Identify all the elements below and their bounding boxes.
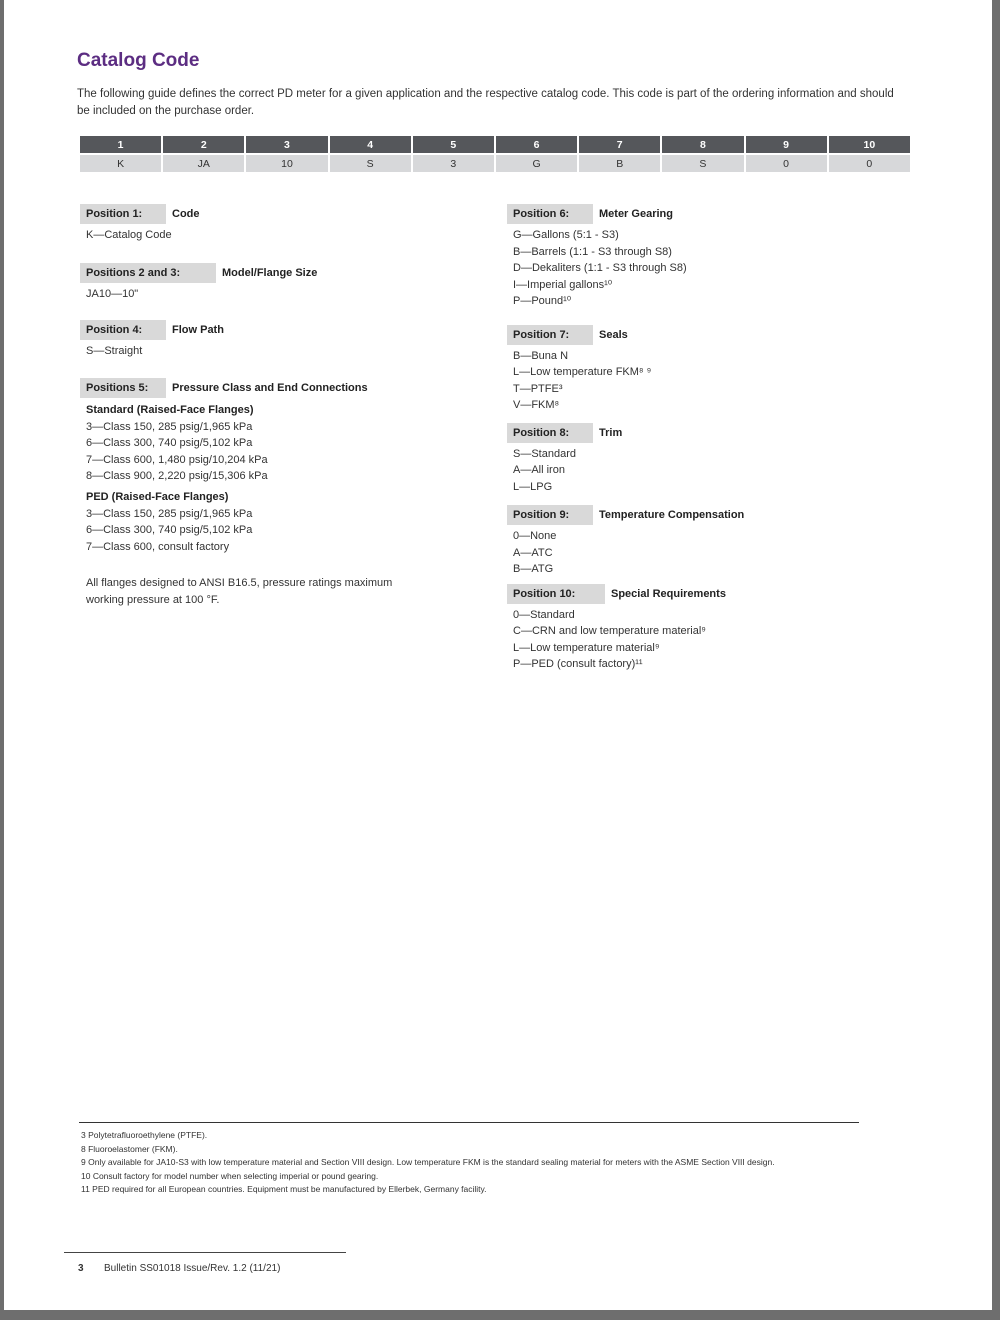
position-title: Pressure Class and End Connections [172,381,368,394]
position-cell: 1 [80,136,161,153]
position-title: Temperature Compensation [599,509,745,521]
position-cell: 6 [496,136,577,153]
position-label: Position 6: [507,204,593,224]
position-cell: 4 [330,136,411,153]
position-5-section [80,378,480,609]
list-item: 7—Class 600, consult factory [86,540,230,553]
page-footer [78,1263,280,1274]
position-cell: 3 [246,136,327,153]
position-cell: 10 [829,136,910,153]
position-cell: 9 [746,136,827,153]
code-cell: 10 [246,155,327,172]
position-title: Code [172,208,200,220]
list-item: B—ATG [513,563,554,575]
code-cell: 3 [413,155,494,172]
code-cell: JA [163,155,244,172]
position-10-heading [507,584,907,604]
position-cell: 2 [163,136,244,153]
footnotes [79,1122,859,1197]
position-10-section [507,584,907,673]
position-cell: 5 [413,136,494,153]
position-title: Seals [599,328,628,341]
position-label: Position 8: [507,423,593,443]
code-cell: 0 [829,155,910,172]
code-cell: B [579,155,660,172]
list-item: L—Low temperature FKM⁸ ⁹ [513,366,652,378]
position-cell: 7 [579,136,660,153]
position-4-heading [80,320,480,340]
catalog-code-table [78,134,912,174]
ped-subheading: PED (Raised-Face Flanges) [86,490,229,503]
position-2-3-heading [80,263,480,283]
position-label: Position 1: [80,204,166,224]
position-label: Position 4: [80,320,166,340]
position-7-section [507,325,907,414]
list-item: P—Pound¹⁰ [513,295,572,307]
flange-note: All flanges designed to ANSI B16.5, pressure ratings maximum working pressure at 100 °F. [86,577,393,606]
list-item: A—All iron [513,464,565,476]
position-number-row [80,136,910,153]
list-item: V—FKM⁸ [513,399,560,411]
position-label: Position 10: [507,584,605,604]
list-item: A—ATC [513,546,553,559]
position-title: Trim [599,426,623,439]
position-title: Special Requirements [611,587,726,600]
list-item: 0—Standard [513,608,575,621]
bulletin-reference: Bulletin SS01018 Issue/Rev. 1.2 (11/21) [104,1263,281,1274]
list-item: I—Imperial gallons¹⁰ [513,278,613,291]
footer-divider [64,1252,346,1253]
list-item: 6—Class 300, 740 psig/5,102 kPa [86,524,253,536]
list-item: 7—Class 600, 1,480 psig/10,204 kPa [86,453,268,466]
list-item: 3—Class 150, 285 psig/1,965 kPa [86,420,253,433]
footnote: 10 Consult factory for model number when selecting imperial or pound gearing. [81,1170,379,1181]
list-item: P—PED (consult factory)¹¹ [513,658,643,670]
footnote: 9 Only available for JA10-S3 with low temperature material and Section VIII design. Low temperature FKM is the standard sealing material for meters with the ASME Section VIII design. [81,1157,775,1167]
list-item: G—Gallons (5:1 - S3) [513,229,619,241]
list-item: S—Straight [86,345,143,357]
list-item: 3—Class 150, 285 psig/1,965 kPa [86,507,253,520]
code-cell: S [662,155,743,172]
list-item: B—Barrels (1:1 - S3 through S8) [513,245,672,258]
code-cell: 0 [746,155,827,172]
position-1-heading [80,204,480,224]
code-cell: S [330,155,411,172]
list-item: C—CRN and low temperature material⁹ [513,625,706,637]
page-title: Catalog Code [77,50,200,71]
position-label: Position 7: [507,325,593,345]
list-item: D—Dekaliters (1:1 - S3 through S8) [513,262,687,274]
list-item: K—Catalog Code [86,229,172,241]
list-item: S—Standard [513,447,576,460]
position-title: Flow Path [172,324,224,336]
code-value-row [80,155,910,172]
position-6-section [507,204,907,310]
list-item: L—LPG [513,480,553,493]
position-6-heading [507,204,907,224]
code-cell: K [80,155,161,172]
left-column [80,204,480,608]
footnote: 8 Fluoroelastomer (FKM). [81,1143,178,1154]
list-item: T—PTFE³ [513,382,563,395]
list-item: 6—Class 300, 740 psig/5,102 kPa [86,437,253,449]
right-column [507,204,907,673]
footnote: 3 Polytetrafluoroethylene (PTFE). [81,1130,208,1140]
position-label: Positions 5: [80,378,166,398]
position-8-heading [507,423,907,443]
list-item: L—Low temperature material⁹ [513,641,660,654]
footnote: 11 PED required for all European countries. Equipment must be manufactured by Ellerbek, Germany facility. [81,1184,487,1194]
page-number: 3 [78,1263,84,1274]
position-label: Position 9: [507,505,593,525]
position-1-section [80,204,480,244]
list-item: B—Buna N [513,349,569,362]
document-page [4,0,992,1310]
list-item: 0—None [513,530,557,542]
standard-subheading: Standard (Raised-Face Flanges) [86,403,254,416]
position-9-section [507,505,907,578]
position-5-heading [80,378,480,398]
position-cell: 8 [662,136,743,153]
code-cell: G [496,155,577,172]
list-item: JA10—10" [86,287,139,300]
intro-paragraph: The following guide defines the correct PD meter for a given application and the respective catalog code. This code is part of the ordering information and should be included on the purchase order. [77,88,894,117]
position-7-heading [507,325,907,345]
position-title: Meter Gearing [599,208,673,220]
position-4-section [80,320,480,360]
position-8-section [507,423,907,496]
position-title: Model/Flange Size [222,266,318,279]
position-label: Positions 2 and 3: [80,263,216,283]
position-9-heading [507,505,907,525]
position-2-3-section [80,263,480,303]
list-item: 8—Class 900, 2,220 psig/15,306 kPa [86,470,268,482]
